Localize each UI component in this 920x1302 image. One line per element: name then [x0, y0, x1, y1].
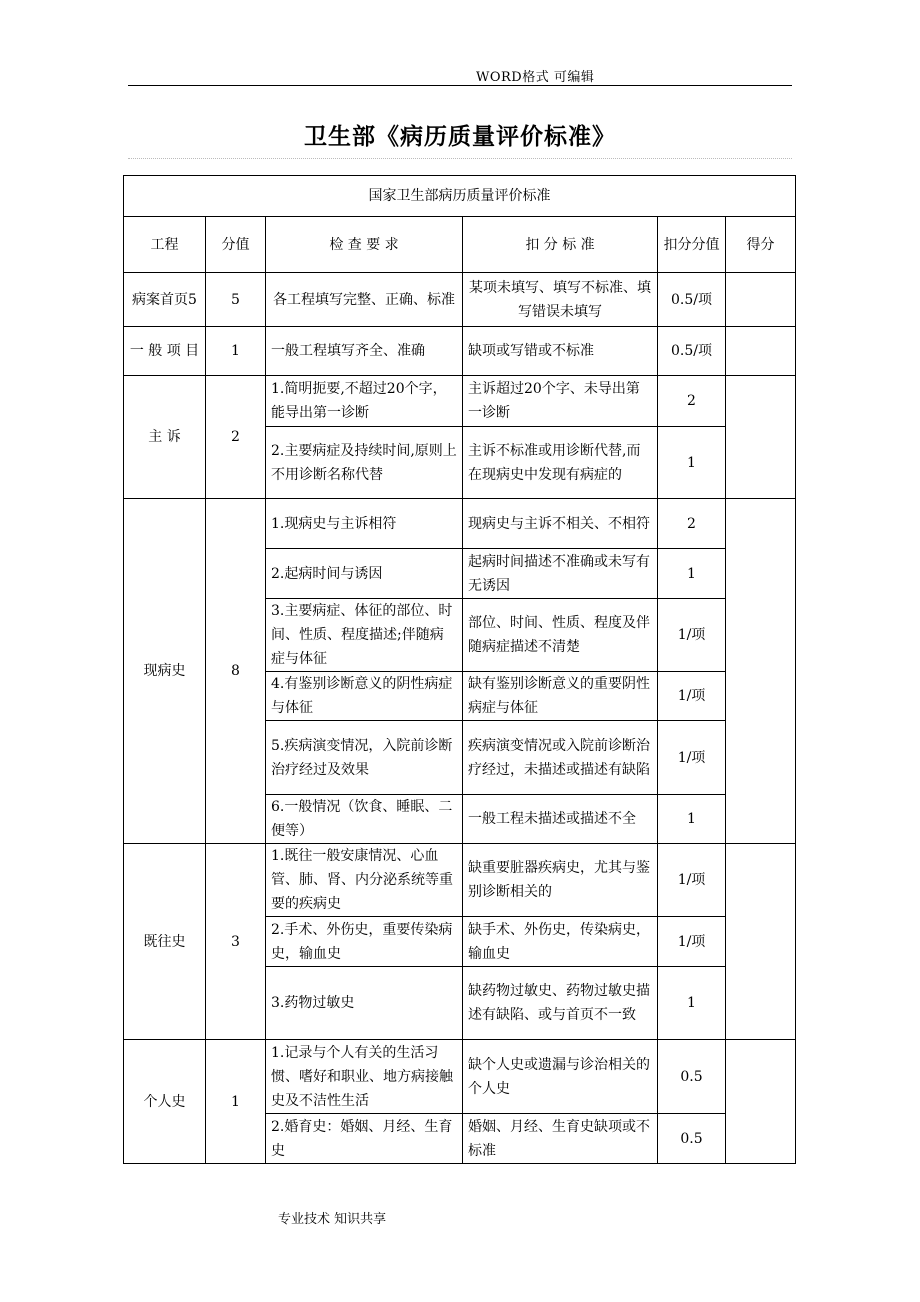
section-score: 2: [206, 376, 266, 499]
deduction-cell: 1/项: [658, 721, 726, 795]
requirement-cell: 4.有鉴别诊断意义的阴性病症与体征: [266, 672, 463, 721]
table-row: [124, 499, 796, 549]
header-divider: [128, 85, 792, 86]
requirement-cell: 1.记录与个人有关的生活习惯、嗜好和职业、地方病接触史及不洁性生活: [266, 1040, 463, 1114]
deduction-cell: 1: [658, 427, 726, 499]
deduction-cell: 2: [658, 376, 726, 427]
table-row: [124, 1040, 796, 1114]
document-title: 卫生部《病历质量评价标准》: [304, 123, 616, 150]
page-footer: 专业技术 知识共享: [278, 1212, 387, 1227]
criterion-cell: 缺项或写错或不标准: [463, 327, 658, 376]
page-header: WORD格式 可编辑: [476, 70, 595, 85]
section-name: 个人史: [124, 1040, 206, 1164]
section-score: 1: [206, 327, 266, 376]
obtained-cell: [726, 376, 796, 499]
criterion-cell: 疾病演变情况或入院前诊断治疗经过，未描述或描述有缺陷: [463, 721, 658, 795]
obtained-cell: [726, 273, 796, 327]
header-item: 工程: [124, 217, 206, 273]
requirement-cell: 3.主要病症、体征的部位、时间、性质、程度描述;伴随病症与体征: [266, 599, 463, 672]
criterion-cell: 婚姻、月经、生育史缺项或不标准: [463, 1114, 658, 1164]
header-requirement: 检 查 要 求: [266, 217, 463, 273]
section-score: 5: [206, 273, 266, 327]
deduction-cell: 1: [658, 795, 726, 844]
requirement-cell: 2.手术、外伤史，重要传染病史，输血史: [266, 917, 463, 967]
requirement-cell: 3.药物过敏史: [266, 967, 463, 1040]
header-deduction: 扣分分值: [658, 217, 726, 273]
deduction-cell: 1: [658, 549, 726, 599]
deduction-cell: 0.5: [658, 1040, 726, 1114]
criterion-cell: 主诉不标准或用诊断代替,而在现病史中发现有病症的: [463, 427, 658, 499]
requirement-cell: 各工程填写完整、正确、标准: [266, 273, 463, 327]
requirement-cell: 5.疾病演变情况，入院前诊断治疗经过及效果: [266, 721, 463, 795]
section-name: 主 诉: [124, 376, 206, 499]
evaluation-table: [123, 175, 796, 1164]
section-score: 3: [206, 844, 266, 1040]
deduction-cell: 0.5: [658, 1114, 726, 1164]
obtained-cell: [726, 844, 796, 1040]
criterion-cell: 一般工程未描述或描述不全: [463, 795, 658, 844]
table-row: [124, 844, 796, 917]
table-row: [124, 327, 796, 376]
deduction-cell: 0.5/项: [658, 327, 726, 376]
table-row: [124, 273, 796, 327]
requirement-cell: 1.现病史与主诉相符: [266, 499, 463, 549]
criterion-cell: 某项未填写、填写不标准、填写错误未填写: [463, 273, 658, 327]
section-score: 8: [206, 499, 266, 844]
header-obtained: 得分: [726, 217, 796, 273]
header-score: 分值: [206, 217, 266, 273]
requirement-cell: 2.婚育史：婚姻、月经、生育史: [266, 1114, 463, 1164]
criterion-cell: 缺药物过敏史、药物过敏史描述有缺陷、或与首页不一致: [463, 967, 658, 1040]
criterion-cell: 缺有鉴别诊断意义的重要阴性病症与体征: [463, 672, 658, 721]
obtained-cell: [726, 499, 796, 844]
requirement-cell: 2.起病时间与诱因: [266, 549, 463, 599]
obtained-cell: [726, 327, 796, 376]
deduction-cell: 2: [658, 499, 726, 549]
obtained-cell: [726, 1040, 796, 1164]
deduction-cell: 1/项: [658, 599, 726, 672]
deduction-cell: 1/项: [658, 917, 726, 967]
requirement-cell: 6.一般情况（饮食、睡眠、二便等）: [266, 795, 463, 844]
deduction-cell: 0.5/项: [658, 273, 726, 327]
title-divider: [128, 158, 792, 159]
requirement-cell: 1.既往一般安康情况、心血管、肺、肾、内分泌系统等重要的疾病史: [266, 844, 463, 917]
criterion-cell: 部位、时间、性质、程度及伴随病症描述不清楚: [463, 599, 658, 672]
criterion-cell: 缺个人史或遗漏与诊治相关的个人史: [463, 1040, 658, 1114]
caption-row: [124, 176, 796, 217]
header-criterion: 扣 分 标 准: [463, 217, 658, 273]
table-caption: 国家卫生部病历质量评价标准: [124, 176, 796, 217]
criterion-cell: 现病史与主诉不相关、不相符: [463, 499, 658, 549]
deduction-cell: 1/项: [658, 672, 726, 721]
section-score: 1: [206, 1040, 266, 1164]
section-name: 现病史: [124, 499, 206, 844]
section-name: 一 般 项 目: [124, 327, 206, 376]
section-name: 既往史: [124, 844, 206, 1040]
deduction-cell: 1/项: [658, 844, 726, 917]
criterion-cell: 缺手术、外伤史，传染病史，输血史: [463, 917, 658, 967]
header-row: [124, 217, 796, 273]
requirement-cell: 一般工程填写齐全、准确: [266, 327, 463, 376]
requirement-cell: 1.简明扼要,不超过20个字，能导出第一诊断: [266, 376, 463, 427]
requirement-cell: 2.主要病症及持续时间,原则上不用诊断名称代替: [266, 427, 463, 499]
criterion-cell: 起病时间描述不准确或未写有无诱因: [463, 549, 658, 599]
section-name: 病案首页5: [124, 273, 206, 327]
criterion-cell: 主诉超过20个字、未导出第一诊断: [463, 376, 658, 427]
deduction-cell: 1: [658, 967, 726, 1040]
criterion-cell: 缺重要脏器疾病史，尤其与鉴别诊断相关的: [463, 844, 658, 917]
table-row: [124, 376, 796, 427]
